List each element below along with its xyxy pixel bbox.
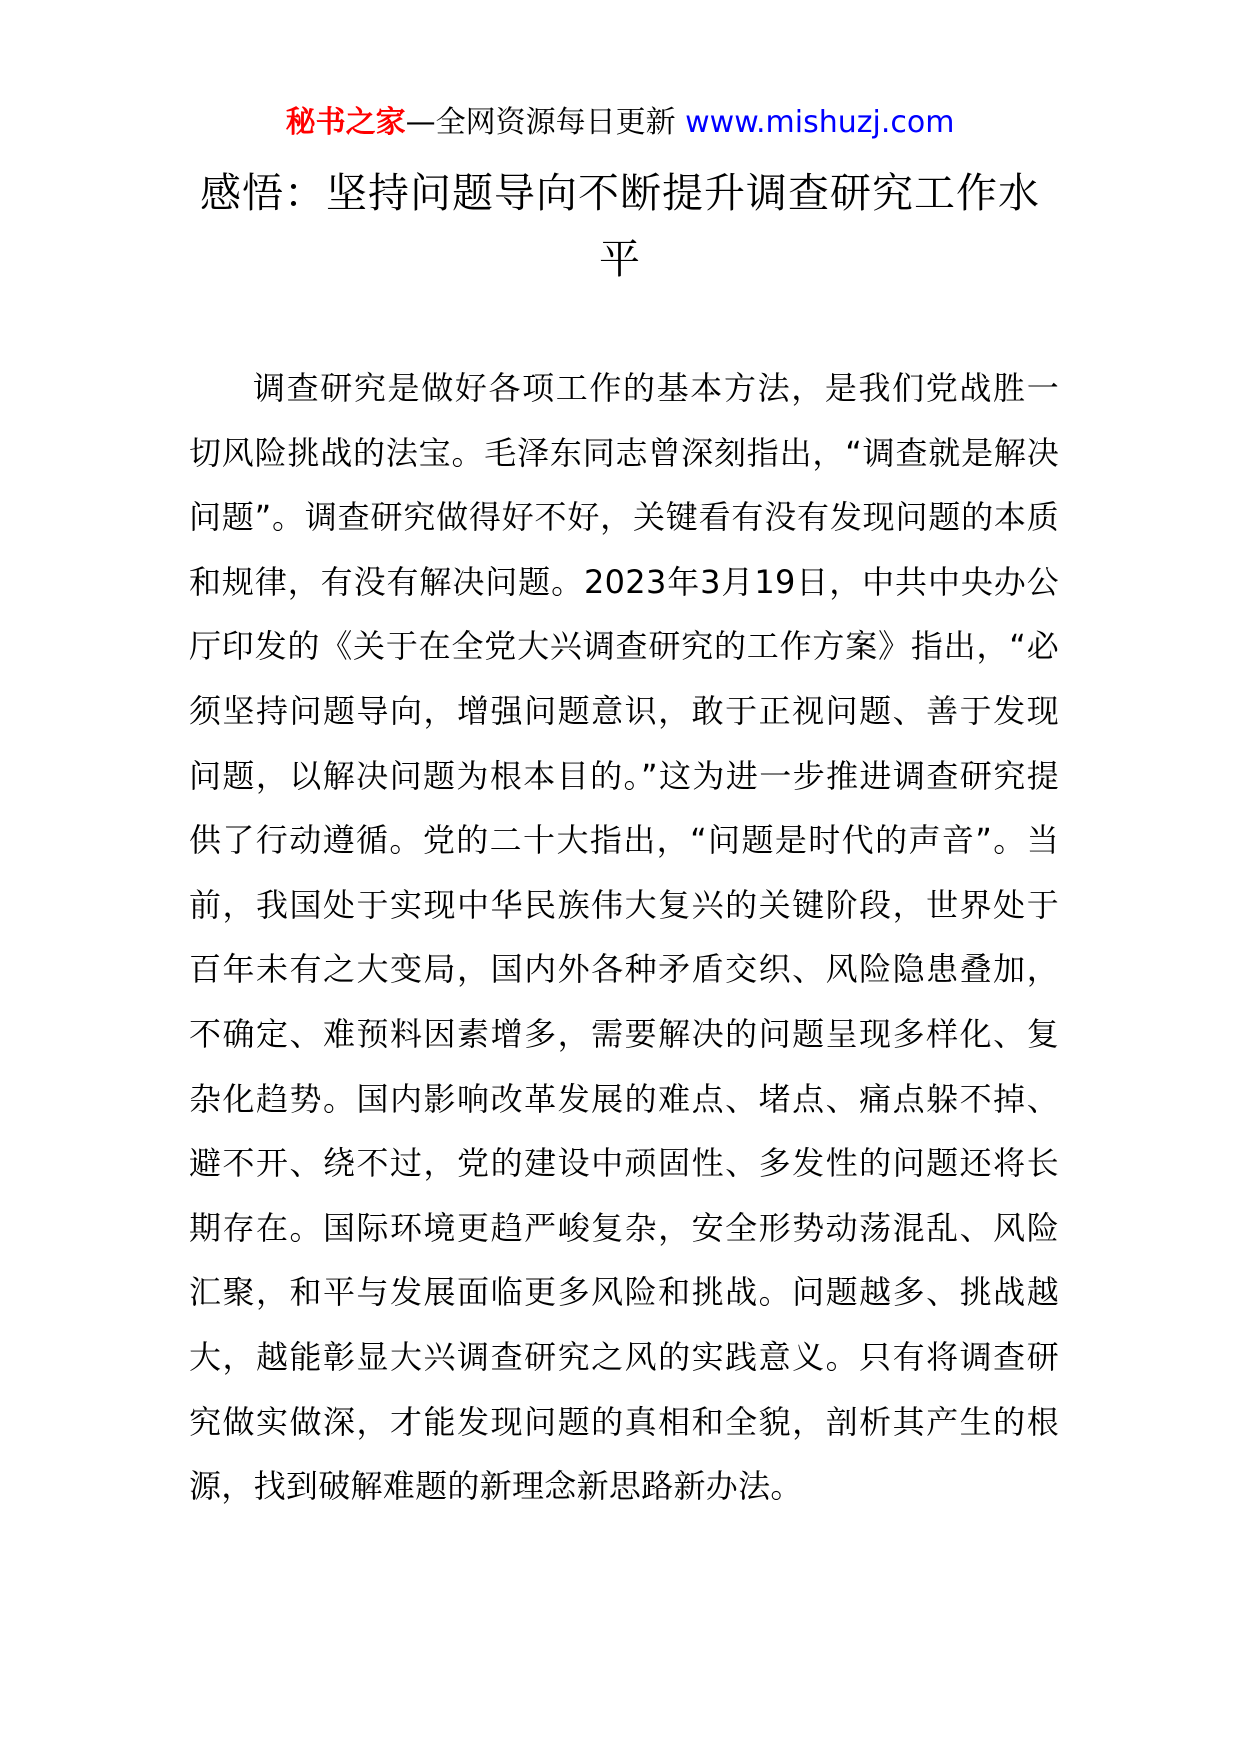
document-title: 感悟：坚持问题导向不断提升调查研究工作水平 [200, 169, 1040, 283]
body-paragraph: 调查研究是做好各项工作的基本方法，是我们党战胜一切风险挑战的法宝。毛泽东同志曾深刻指出，“调查就是解决问题”。调查研究做得好不好，关键看有没有发现问题的本质和规律，有没有解决问题。2023年3月19日，中共中央办公厅印发的《关于在全党大兴调查研究的工作方案》指出，“必须坚持问题导向，增强问题意识，敢于正视问题、善于发现问题，以解决问题为根本目的。”这为进一步推进调查研究提供了行动遵循。党的二十大指出，“问题是时代的声音”。当前，我国处于实现中华民族伟大复兴的关键阶段，世界处于百年未有之大变局，国内外各种矛盾交织、风险隐患叠加，不确定、难预料因素增多，需要解决的问题呈现多样化、复杂化趋势。国内影响改革发展的难点、堵点、痛点躲不掉、避不开、绕不过，党的建设中顽固性、多发性的问题还将长期存在。国际环境更趋严峻复杂，安全形势动荡混乱、风险汇聚，和平与发展面临更多风险和挑战。问题越多、挑战越大，越能彰显大兴调查研究之风的实践意义。只有将调查研究做实做深，才能发现问题的真相和全貌，剖析其产生的根源，找到破解难题的新理念新思路新办法。 [189, 369, 1059, 1506]
brand-name: 秘书之家 [285, 105, 406, 140]
site-url: www.mishuzj.com [685, 105, 955, 140]
site-header [0, 103, 1240, 143]
header-tagline: —全网资源每日更新 [405, 105, 686, 140]
